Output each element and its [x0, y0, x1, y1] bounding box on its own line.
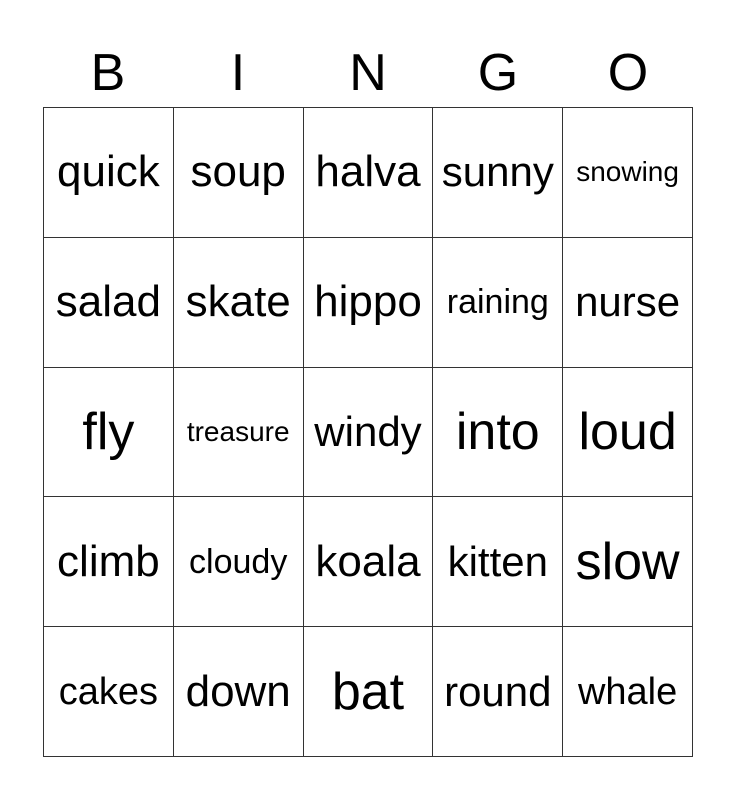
bingo-cell[interactable]: quick	[44, 108, 174, 238]
bingo-cell[interactable]: round	[433, 627, 563, 757]
bingo-cell[interactable]: soup	[174, 108, 304, 238]
bingo-cell[interactable]: cakes	[44, 627, 174, 757]
bingo-cell[interactable]: down	[174, 627, 304, 757]
bingo-cell[interactable]: salad	[44, 238, 174, 368]
bingo-cell[interactable]: whale	[563, 627, 693, 757]
header-letter-n: N	[349, 44, 387, 102]
bingo-cell[interactable]: slow	[563, 497, 693, 627]
bingo-cell[interactable]: sunny	[433, 108, 563, 238]
header-letter-o: O	[607, 44, 649, 102]
bingo-cell[interactable]: fly	[44, 368, 174, 498]
bingo-cell[interactable]: climb	[44, 497, 174, 627]
bingo-cell[interactable]: loud	[563, 368, 693, 498]
bingo-cell[interactable]: nurse	[563, 238, 693, 368]
bingo-cell[interactable]: skate	[174, 238, 304, 368]
header-letter-i: I	[230, 44, 246, 102]
bingo-cell[interactable]: snowing	[563, 108, 693, 238]
bingo-cell[interactable]: hippo	[304, 238, 434, 368]
header-letter-g: G	[477, 44, 519, 102]
bingo-grid	[43, 107, 693, 757]
bingo-cell[interactable]: into	[433, 368, 563, 498]
bingo-cell[interactable]: treasure	[174, 368, 304, 498]
bingo-header	[43, 42, 693, 104]
header-letter-b: B	[90, 44, 126, 102]
bingo-cell[interactable]: cloudy	[174, 497, 304, 627]
bingo-cell[interactable]: windy	[304, 368, 434, 498]
bingo-cell[interactable]: raining	[433, 238, 563, 368]
bingo-cell[interactable]: kitten	[433, 497, 563, 627]
bingo-cell[interactable]: halva	[304, 108, 434, 238]
bingo-cell[interactable]: koala	[304, 497, 434, 627]
bingo-cell[interactable]: bat	[304, 627, 434, 757]
